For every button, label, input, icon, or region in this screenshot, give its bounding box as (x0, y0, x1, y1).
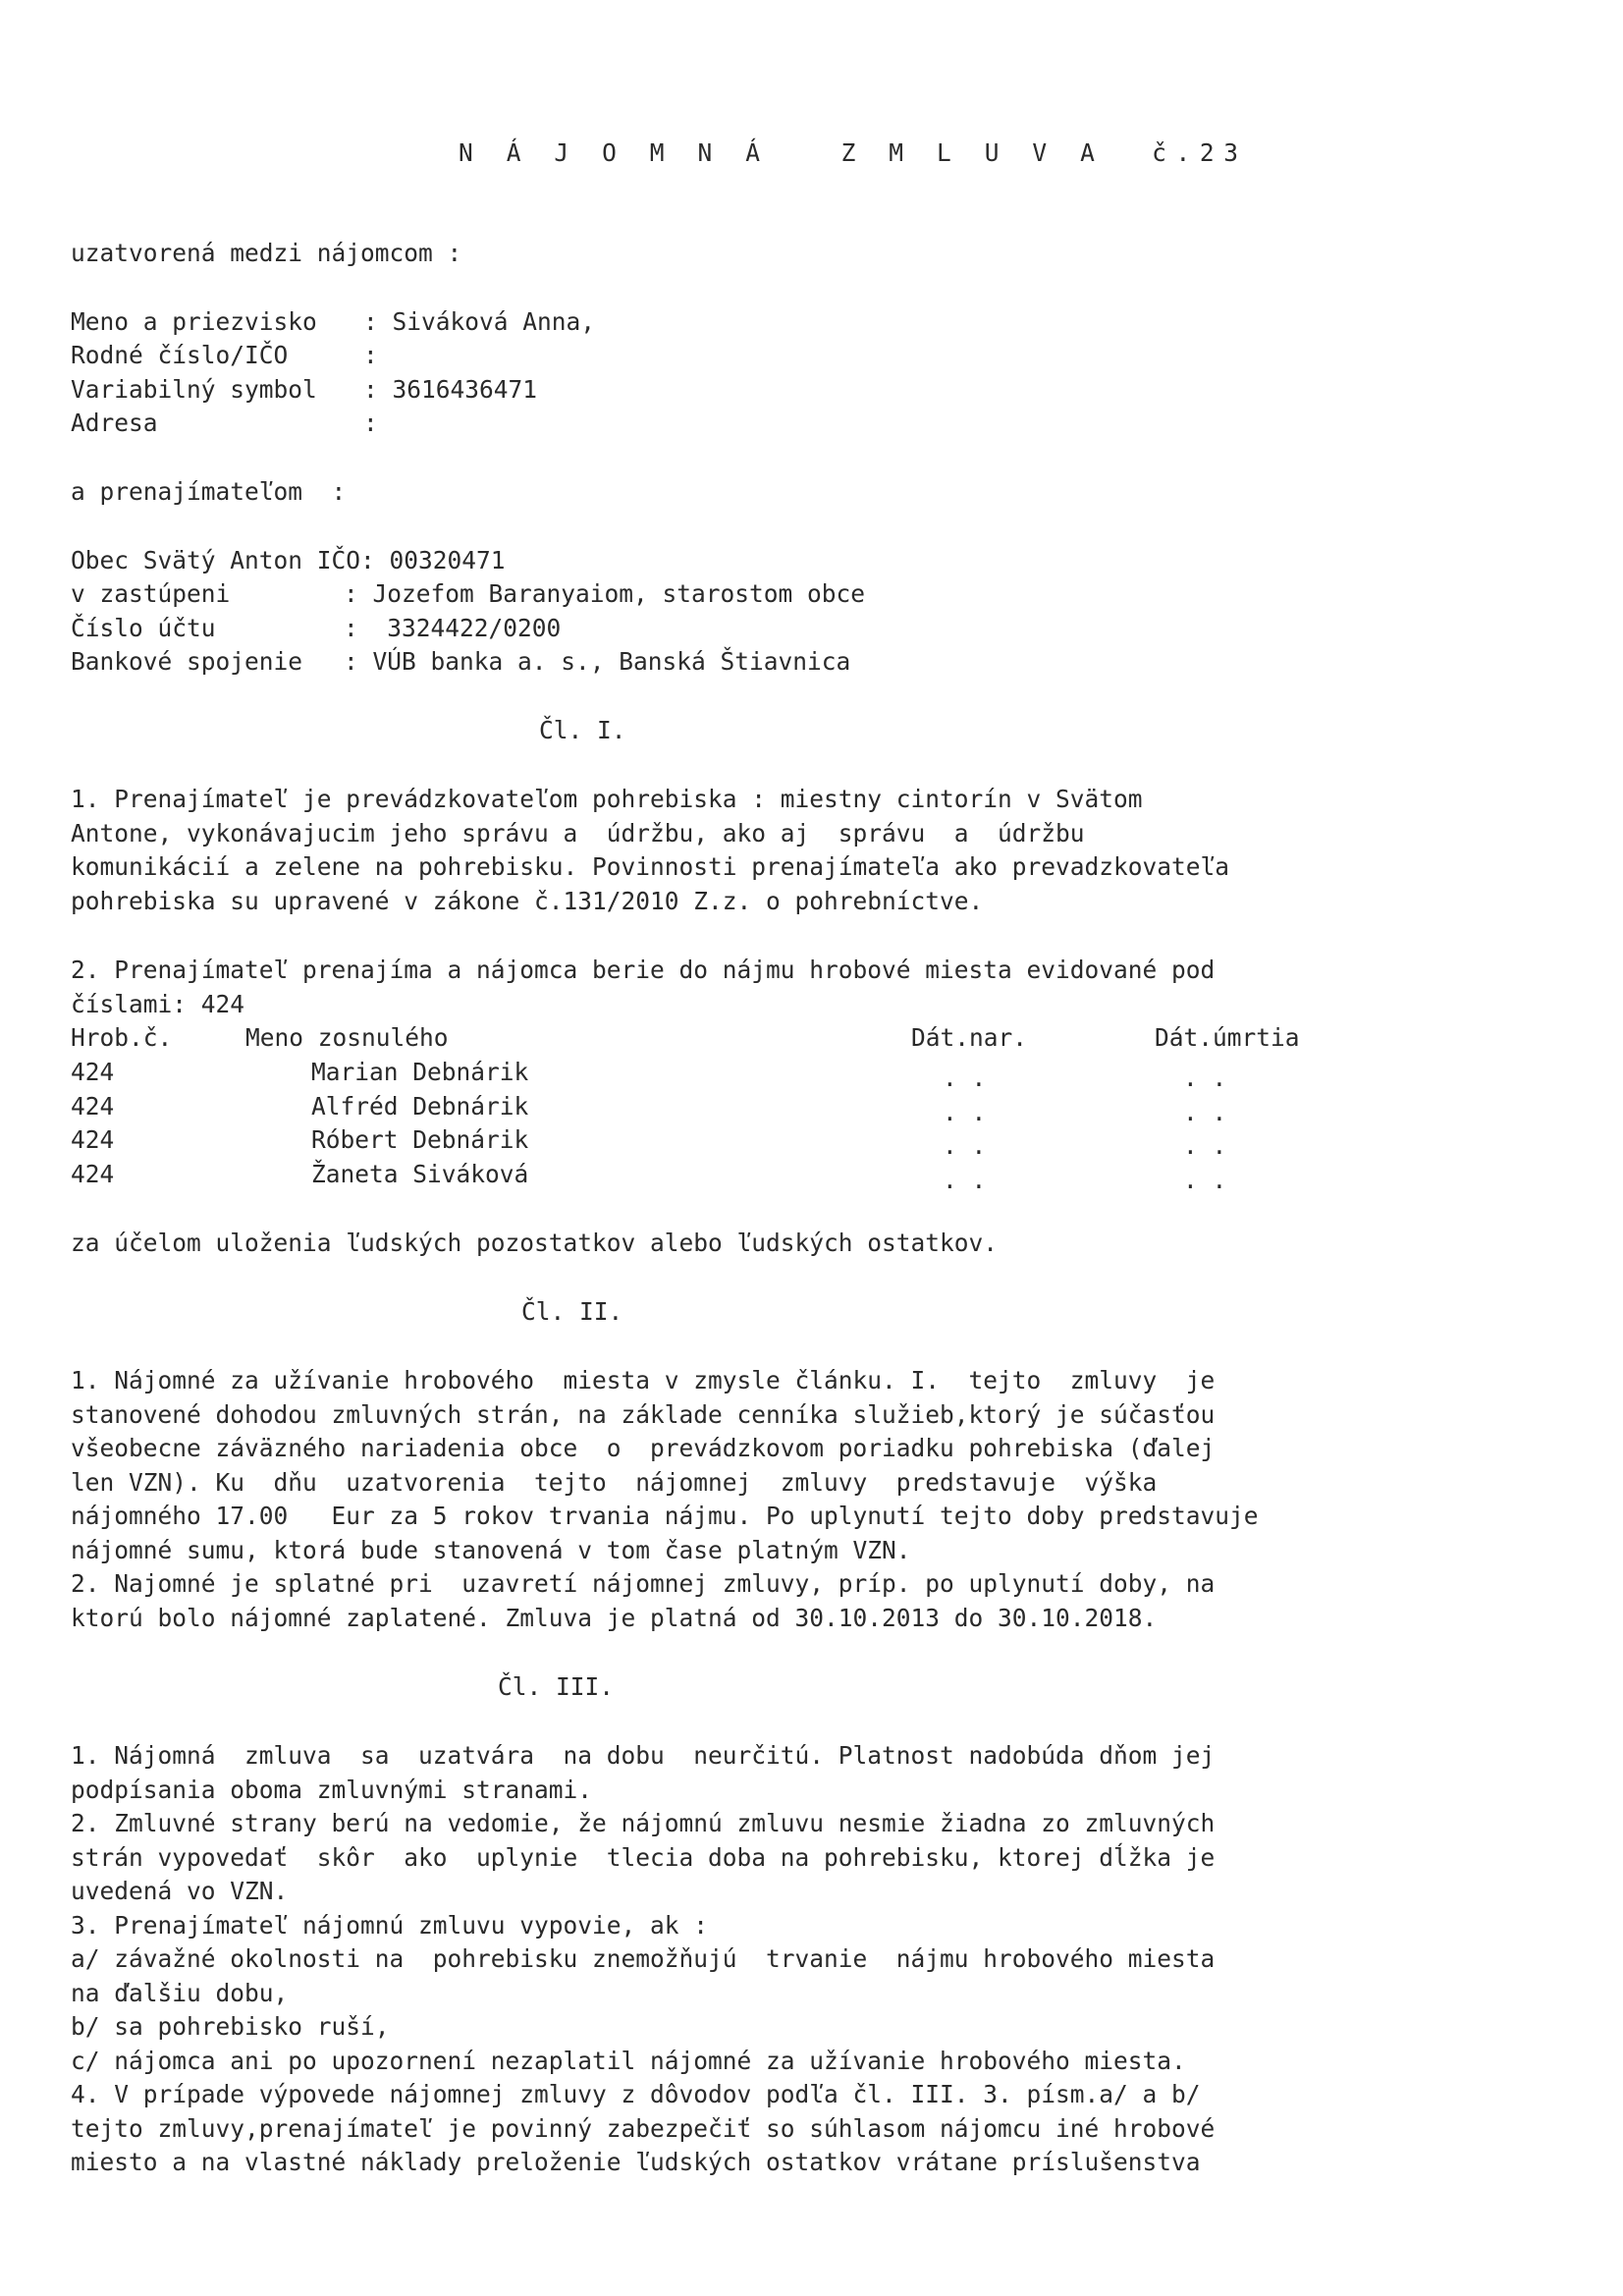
cell-name: Róbert Debnárik (311, 1125, 529, 1154)
intro-text: uzatvorená medzi nájomcom : (71, 239, 462, 267)
landlord-line1: Obec Svätý Anton IČO: 00320471 (71, 546, 506, 574)
table-header-grave: Hrob.č. (71, 1023, 173, 1052)
text-line: 1. Prenajímateľ je prevádzkovateľom pohrebiska : miestny cintorín v Svätom (71, 785, 1143, 813)
text-line: 3. Prenajímateľ nájomnú zmluvu vypovie, ak : (71, 1911, 709, 1940)
text-line: stanovené dohodou zmluvných strán, na základe cenníka služieb,ktorý je súčasťou (71, 1400, 1216, 1429)
landlord-bank-value: : VÚB banka a. s., Banská Štiavnica (344, 647, 851, 676)
cell-name: Marian Debnárik (311, 1058, 529, 1086)
cell-grave: 424 (71, 1160, 115, 1188)
landlord-rep-label: v zastúpeni (71, 579, 231, 608)
cell-died: . . (1183, 1064, 1227, 1092)
text-line: 1. Nájomná zmluva sa uzatvára na dobu neurčitú. Platnost nadobúda dňom jej (71, 1741, 1216, 1770)
table-header-name: Meno zosnulého (245, 1023, 449, 1052)
text-line: číslami: 424 (71, 990, 245, 1018)
landlord-intro: a prenajímateľom : (71, 477, 347, 506)
text-line: nájomného 17.00 Eur za 5 rokov trvania nájmu. Po uplynutí tejto doby predstavuje (71, 1502, 1259, 1530)
cell-born: . . (943, 1166, 987, 1194)
tenant-id-value: : (363, 341, 378, 369)
text-line: miesto a na vlastné náklady preloženie ľudských ostatkov vrátane príslušenstva (71, 2148, 1201, 2176)
cell-died: . . (1183, 1166, 1227, 1194)
text-line: komunikácií a zelene na pohrebisku. Povinnosti prenajímateľa ako prevadzkovateľa (71, 852, 1230, 881)
text-line: uvedená vo VZN. (71, 1877, 289, 1905)
table-header-died: Dát.úmrtia (1155, 1023, 1300, 1052)
landlord-account-value: : 3324422/0200 (344, 614, 562, 642)
article-2-heading: Čl. II. (521, 1297, 623, 1326)
tenant-name-label: Meno a priezvisko (71, 307, 317, 336)
cell-grave: 424 (71, 1058, 115, 1086)
cell-name: Alfréd Debnárik (311, 1092, 529, 1121)
text-line: 2. Prenajímateľ prenajíma a nájomca berie do nájmu hrobové miesta evidované pod (71, 956, 1216, 984)
text-line: ktorú bolo nájomné zaplatené. Zmluva je platná od 30.10.2013 do 30.10.2018. (71, 1604, 1158, 1632)
cell-grave: 424 (71, 1125, 115, 1154)
cell-born: . . (943, 1098, 987, 1126)
cell-grave: 424 (71, 1092, 115, 1121)
text-line: c/ nájomca ani po upozornení nezaplatil nájomné za užívanie hrobového miesta. (71, 2047, 1186, 2075)
text-line: a/ závažné okolnosti na pohrebisku znemožňujú trvanie nájmu hrobového miesta (71, 1944, 1216, 1973)
text-line: pohrebiska su upravené v zákone č.131/2010 Z.z. o pohrebníctve. (71, 887, 984, 915)
text-line: na ďalšiu dobu, (71, 1979, 289, 2007)
text-line: b/ sa pohrebisko ruší, (71, 2012, 390, 2041)
tenant-vs-value: : 3616436471 (363, 375, 538, 404)
cell-born: . . (943, 1064, 987, 1092)
text-line: všeobecne záväzného nariadenia obce o prevádzkovom poriadku pohrebiska (ďalej (71, 1434, 1216, 1462)
table-header-born: Dát.nar. (911, 1023, 1028, 1052)
text-line: nájomné sumu, ktorá bude stanovená v tom čase platným VZN. (71, 1536, 911, 1564)
document-title: N Á J O M N Á Z M L U V A č.23 (459, 138, 1248, 167)
text-line: len VZN). Ku dňu uzatvorenia tejto nájomnej zmluvy predstavuje výška (71, 1468, 1158, 1497)
article-3-heading: Čl. III. (498, 1672, 615, 1701)
text-line: strán vypovedať skôr ako uplynie tlecia doba na pohrebisku, ktorej dĺžka je (71, 1843, 1216, 1872)
text-line: 2. Najomné je splatné pri uzavretí nájomnej zmluvy, príp. po uplynutí doby, na (71, 1569, 1216, 1598)
tenant-address-value: : (363, 409, 378, 437)
cell-died: . . (1183, 1098, 1227, 1126)
cell-born: . . (943, 1131, 987, 1160)
tenant-id-label: Rodné číslo/IČO (71, 341, 289, 369)
text-line: 2. Zmluvné strany berú na vedomie, že nájomnú zmluvu nesmie žiadna zo zmluvných (71, 1809, 1216, 1837)
text-line: tejto zmluvy,prenajímateľ je povinný zabezpečiť so súhlasom nájomcu iné hrobové (71, 2114, 1216, 2143)
tenant-address-label: Adresa (71, 409, 158, 437)
cell-name: Žaneta Siváková (311, 1160, 529, 1188)
tenant-name-value: : Siváková Anna, (363, 307, 596, 336)
cell-died: . . (1183, 1131, 1227, 1160)
text-line: podpísania oboma zmluvnými stranami. (71, 1776, 593, 1804)
landlord-account-label: Číslo účtu (71, 614, 216, 642)
tenant-vs-label: Variabilný symbol (71, 375, 317, 404)
landlord-rep-value: : Jozefom Baranyaiom, starostom obce (344, 579, 866, 608)
text-line: Antone, vykonávajucim jeho správu a údržbu, ako aj správu a údržbu (71, 819, 1085, 847)
text-line: 1. Nájomné za užívanie hrobového miesta v zmysle článku. I. tejto zmluvy je (71, 1366, 1216, 1394)
landlord-bank-label: Bankové spojenie (71, 647, 303, 676)
text-line: 4. V prípade výpovede nájomnej zmluvy z dôvodov podľa čl. III. 3. písm.a/ a b/ (71, 2080, 1201, 2108)
article-1-heading: Čl. I. (539, 716, 626, 744)
purpose-text: za účelom uloženia ľudských pozostatkov alebo ľudských ostatkov. (71, 1229, 999, 1257)
